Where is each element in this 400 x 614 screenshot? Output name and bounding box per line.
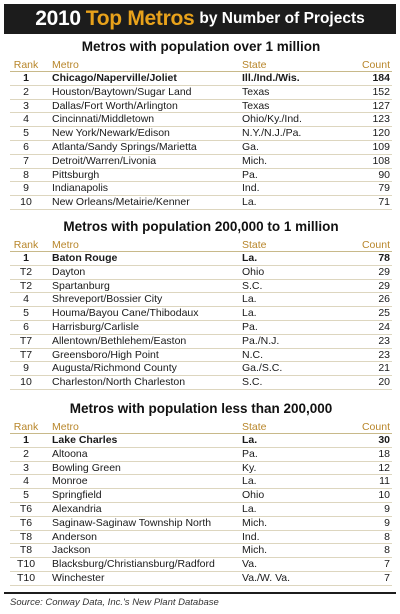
state-cell: N.Y./N.J./Pa. [242,127,302,140]
count-cell: 8 [384,544,390,557]
state-cell: N.C. [242,348,263,361]
metro-cell: Spartanburg [52,279,110,292]
rank-cell: 1 [23,72,29,84]
metro-cell: Allentown/Bethlehem/Easton [52,334,187,347]
rank-cell: T7 [19,334,33,347]
count-cell: 9 [384,516,390,529]
rank-cell: 4 [23,475,29,488]
state-cell: Ohio/Ky./Ind. [242,113,302,126]
header-state: State [242,59,267,71]
rank-cell: T2 [19,279,33,292]
table-row [10,531,392,545]
rank-cell: 2 [23,447,29,460]
table-row [10,544,392,558]
rank-cell: 1 [23,434,29,446]
bottom-rule [4,592,396,594]
count-cell: 109 [372,140,390,153]
source-note: Source: Conway Data, Inc.'s New Plant Database [10,597,219,608]
section-title: Metros with population 200,000 to 1 million [63,219,339,234]
rank-cell: 8 [23,168,29,181]
metro-cell: Monroe [52,475,88,488]
count-cell: 78 [378,252,390,264]
table-row [10,335,392,349]
count-cell: 79 [378,182,390,195]
rank-cell: 4 [23,293,29,306]
rank-cell: 3 [23,99,29,112]
metro-cell: Anderson [52,530,97,543]
header-rank: Rank [13,421,39,433]
metro-cell: Lake Charles [52,434,118,446]
table-row [10,113,392,127]
metro-cell: Blacksburg/Christiansburg/Radford [52,558,215,571]
metro-cell: Detroit/Warren/Livonia [52,154,157,167]
column-headers [10,238,392,252]
count-cell: 9 [384,502,390,515]
table-row [10,280,392,294]
metro-cell: Shreveport/Bossier City [52,293,163,306]
section-200k-to-1-million [10,218,392,390]
state-cell: La. [242,502,257,515]
table-row [10,475,392,489]
count-cell: 152 [372,85,390,98]
rank-cell: 6 [23,140,29,153]
metro-cell: Chicago/Naperville/Joliet [52,72,177,84]
state-cell: Va./W. Va. [242,571,291,584]
count-cell: 108 [372,154,390,167]
count-cell: 26 [378,293,390,306]
rank-cell: 5 [23,489,29,502]
table-row [10,182,392,196]
rank-cell: 9 [23,362,29,375]
table-row [10,376,392,390]
state-cell: Ohio [242,265,265,278]
state-cell: La. [242,434,258,446]
state-cell: Pa./N.J. [242,334,280,347]
rank-cell: T8 [19,544,33,557]
table-row [10,252,392,266]
state-cell: Pa. [242,447,258,460]
count-cell: 120 [372,127,390,140]
header-metro: Metro [52,421,79,433]
metro-cell: New Orleans/Metairie/Kenner [52,196,190,209]
header-count: Count [361,421,390,433]
count-cell: 30 [378,434,390,446]
state-cell: Ind. [242,530,260,543]
count-cell: 29 [378,265,390,278]
state-cell: Texas [242,85,270,98]
table-row [10,517,392,531]
section-title: Metros with population less than 200,000 [69,401,333,416]
state-cell: Texas [242,99,270,112]
metro-cell: Saginaw-Saginaw Township North [52,516,212,529]
rank-cell: 3 [23,461,29,474]
column-headers [10,420,392,434]
state-cell: Ky. [242,461,257,474]
table-row [10,489,392,503]
state-cell: Ga. [242,140,259,153]
metro-cell: Dallas/Fort Worth/Arlington [52,99,178,112]
count-cell: 90 [378,168,390,181]
rank-cell: 10 [20,376,32,389]
state-cell: Pa. [242,320,258,333]
metro-cell: New York/Newark/Edison [52,127,170,140]
rank-cell: T6 [19,502,33,515]
table-row [10,503,392,517]
table-row [10,196,392,210]
metro-cell: Harrisburg/Carlisle [52,320,139,333]
table-row [10,86,392,100]
table-row [10,127,392,141]
count-cell: 23 [378,348,390,361]
metro-cell: Springfield [52,489,102,502]
rank-cell: 5 [23,127,29,140]
count-cell: 10 [378,489,390,502]
table-row [10,293,392,307]
state-cell: Ind. [242,182,260,195]
rank-cell: 7 [23,154,29,167]
metro-cell: Jackson [52,544,91,557]
metro-cell: Bowling Green [52,461,121,474]
count-cell: 21 [378,362,390,375]
rank-cell: 6 [23,320,29,333]
header-rank: Rank [13,239,39,251]
count-cell: 8 [384,530,390,543]
table-row [10,100,392,114]
state-cell: Mich. [242,154,268,167]
metro-cell: Pittsburgh [52,168,100,181]
banner-highlight: Top Metros [85,7,195,30]
count-cell: 127 [372,99,390,112]
metro-cell: Alexandria [52,502,102,515]
header-rank: Rank [13,59,39,71]
rank-cell: 4 [23,113,29,126]
header-state: State [242,239,267,251]
metro-cell: Houma/Bayou Cane/Thibodaux [52,307,199,320]
metro-cell: Augusta/Richmond County [52,362,177,375]
metro-cell: Charleston/North Charleston [52,376,186,389]
count-cell: 184 [372,72,390,84]
rank-cell: 1 [23,252,29,264]
table-row [10,434,392,448]
state-cell: La. [242,475,257,488]
count-cell: 12 [378,461,390,474]
count-cell: 7 [384,571,390,584]
rank-cell: T10 [16,558,36,571]
metro-cell: Baton Rouge [52,252,118,264]
count-cell: 20 [378,376,390,389]
section-under-200k [10,400,392,586]
table-row [10,558,392,572]
metro-cell: Houston/Baytown/Sugar Land [52,85,192,98]
table-row [10,321,392,335]
header-metro: Metro [52,239,79,251]
state-cell: Ohio [242,489,265,502]
count-cell: 71 [378,196,390,209]
table-row [10,266,392,280]
banner-rest: by Number of Projects [199,10,365,27]
table-row [10,141,392,155]
metro-cell: Winchester [52,571,105,584]
count-cell: 18 [378,447,390,460]
section-over-1-million [10,38,392,210]
table-row [10,169,392,183]
table-row [10,72,392,86]
metro-cell: Atlanta/Sandy Springs/Marietta [52,140,197,153]
rank-cell: T7 [19,348,33,361]
state-cell: La. [242,196,257,209]
count-cell: 25 [378,307,390,320]
table-row [10,572,392,586]
state-cell: Mich. [242,516,268,529]
state-cell: Mich. [242,544,268,557]
table-row [10,349,392,363]
rank-cell: 5 [23,307,29,320]
header-metro: Metro [52,59,79,71]
metro-cell: Dayton [52,265,86,278]
rank-cell: T6 [19,516,33,529]
state-cell: Ill./Ind./Wis. [242,72,300,84]
state-cell: Pa. [242,168,258,181]
header-state: State [242,421,267,433]
count-cell: 11 [379,475,390,488]
count-cell: 24 [378,320,390,333]
metro-cell: Indianapolis [52,182,109,195]
metro-cell: Altoona [52,447,88,460]
state-cell: La. [242,293,257,306]
column-headers [10,58,392,72]
title-banner [4,4,396,34]
count-cell: 123 [372,113,390,126]
rank-cell: T8 [19,530,33,543]
rank-cell: T10 [16,571,36,584]
state-cell: Ga./S.C. [242,362,283,375]
state-cell: S.C. [242,376,263,389]
state-cell: Va. [242,558,257,571]
table-row [10,362,392,376]
state-cell: La. [242,252,258,264]
section-title: Metros with population over 1 million [81,39,321,54]
state-cell: La. [242,307,257,320]
rank-cell: 2 [23,85,29,98]
metro-cell: Greensboro/High Point [52,348,159,361]
rank-cell: 10 [20,196,32,209]
rank-cell: 9 [23,182,29,195]
state-cell: S.C. [242,279,263,292]
count-cell: 23 [378,334,390,347]
count-cell: 7 [384,558,390,571]
header-count: Count [361,239,390,251]
header-count: Count [361,59,390,71]
table-row [10,462,392,476]
metro-cell: Cincinnati/Middletown [52,113,155,126]
table-row [10,155,392,169]
table-row [10,307,392,321]
rank-cell: T2 [19,265,33,278]
table-row [10,448,392,462]
banner-year: 2010 [35,7,81,30]
count-cell: 29 [378,279,390,292]
